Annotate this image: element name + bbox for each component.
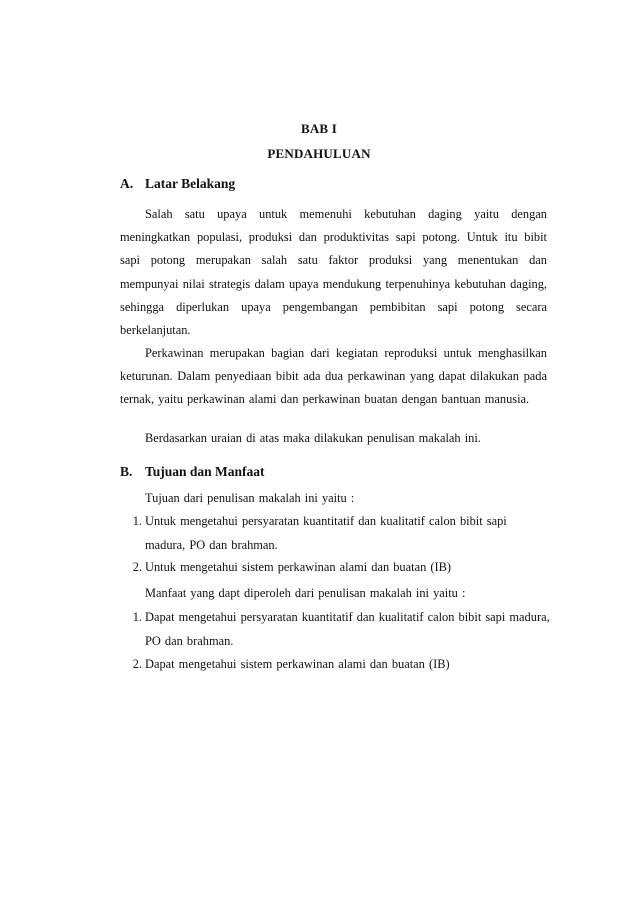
paragraph-latar-3: Berdasarkan uraian di atas maka dilakukan penulisan makalah ini. (145, 431, 481, 445)
tujuan-item-1-text: Untuk mengetahui persyaratan kuantitatif dan kualitatif calon bibit sapi madura, PO dan brahman. (145, 514, 507, 552)
section-a-letter: A. (120, 176, 134, 191)
tujuan-item-1-number: 1. (132, 514, 142, 528)
tujuan-item-1 (120, 510, 550, 557)
paragraph-latar-1: Salah satu upaya untuk memenuhi kebutuhan daging yaitu dengan meningkatkan populasi, produksi dan produktivitas sapi potong. Untuk itu bibit sapi potong merupakan salah satu faktor produksi yang menentukan dan mempunyai nilai strategis dalam upaya mendukung terpenuhinya kebutuhan daging, sehingga diperlukan upaya pengembangan pembibitan sapi potong secara berkelanjutan. (120, 207, 547, 338)
manfaat-item-1-text: Dapat mengetahui persyaratan kuantitatif dan kualitatif calon bibit sapi madura, PO dan brahman. (145, 610, 550, 648)
section-a-title: Latar Belakang (145, 176, 236, 191)
tujuan-item-2-text: Untuk mengetahui sistem perkawinan alami dan buatan (IB) (145, 560, 452, 574)
section-b-heading (120, 464, 265, 480)
section-b-title: Tujuan dan Manfaat (145, 464, 265, 479)
manfaat-item-2 (120, 653, 550, 677)
manfaat-intro: Manfaat yang dapt diperoleh dari penulisan makalah ini yaitu : (145, 586, 466, 600)
tujuan-item-2-number: 2. (132, 560, 142, 574)
tujuan-intro: Tujuan dari penulisan makalah ini yaitu : (145, 491, 355, 505)
section-b-letter: B. (120, 464, 133, 479)
tujuan-item-2 (120, 556, 550, 580)
chapter-number: BAB I (300, 121, 338, 136)
manfaat-item-1-number: 1. (132, 610, 142, 624)
chapter-title: PENDAHULUAN (267, 146, 371, 161)
manfaat-item-2-number: 2. (132, 657, 142, 671)
section-a-heading (120, 176, 235, 192)
manfaat-item-1 (120, 606, 550, 653)
manfaat-item-2-text: Dapat mengetahui sistem perkawinan alami dan buatan (IB) (145, 657, 450, 671)
paragraph-latar-2: Perkawinan merupakan bagian dari kegiatan reproduksi untuk menghasilkan keturunan. Dalam penyediaan bibit ada dua perkawinan yang dapat dilakukan pada ternak, yaitu perkawinan alami dan perkawinan buatan dengan bantuan manusia. (120, 346, 547, 407)
